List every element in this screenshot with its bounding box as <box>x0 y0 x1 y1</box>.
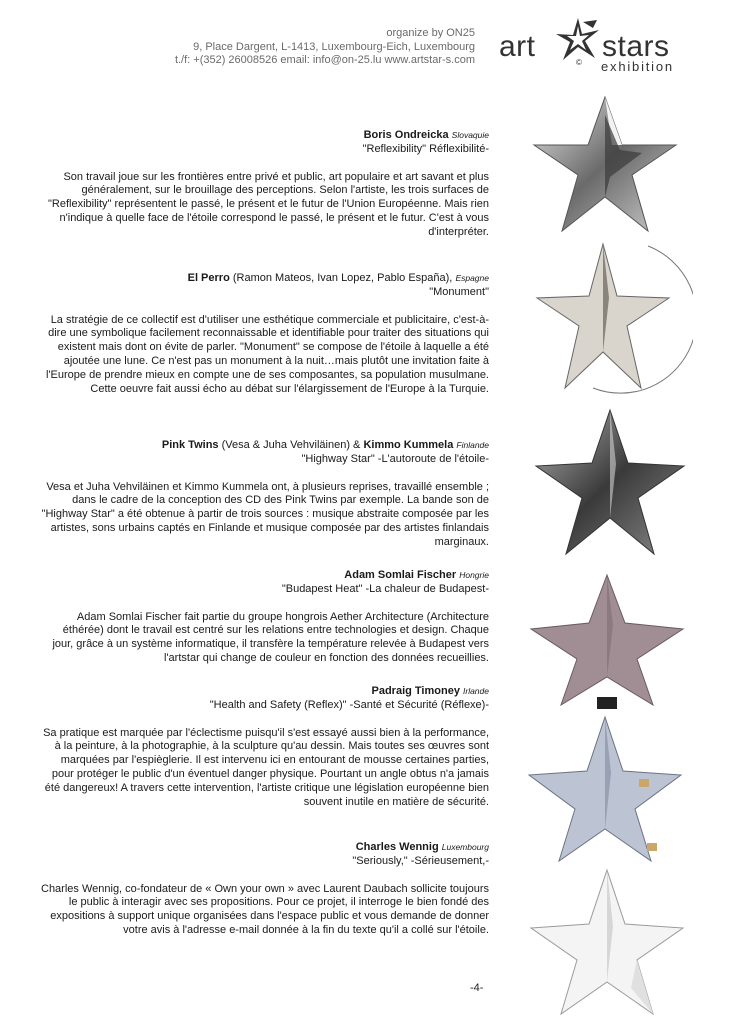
artist-entry <box>40 569 489 666</box>
artist-line <box>40 272 489 286</box>
artist-line <box>40 685 489 699</box>
artist-name: Pink Twins <box>161 439 219 451</box>
star-sculpture-reflexibility <box>530 95 680 235</box>
star-sculpture-highway-star <box>532 408 687 558</box>
artist-country: Espagne <box>455 273 489 283</box>
artwork-description: Sa pratique est marquée par l'éclectisme puisqu'il s'est essayé aussi bien à la performance, à la peinture, à la photographie, à la sculpture qu'au dessin. Mais toutes ses œuvres sont marquées par l'espièglerie. Il est intervenu ici en entourant de mousse certaines parties, pour protéger le public d'un éventuel danger physique. Pourtant un angle obtus n'a jamais été dangereux! A travers cette intervention, l'artiste critique une législation européenne bien souvent inutile en matière de sécurité. <box>43 726 489 808</box>
artist-line <box>40 129 489 143</box>
artist-entry <box>40 841 489 938</box>
artist-country: Slovaquie <box>451 130 489 140</box>
artist-country: Hongrie <box>459 570 489 580</box>
artwork-title: "Seriously," -Sérieusement,- <box>352 854 489 867</box>
logo-art-text: art <box>499 30 536 63</box>
star-sculpture-budapest-heat <box>527 573 687 713</box>
artist-name: Padraig Timoney <box>371 685 460 697</box>
artist-entry <box>40 129 489 240</box>
star-sculpture-seriously <box>527 868 687 1018</box>
artist-extra: (Vesa & Juha Vehviläinen) & <box>218 439 364 451</box>
artwork-title: "Monument" <box>429 285 489 298</box>
artwork-description: Charles Wennig, co-fondateur de « Own your own » avec Laurent Daubach sollicite toujours le public à interagir avec ses propositions. Pour ce projet, il interroge le bien fondé des expositions à support unique organisées dans l'espace public et vous demande de donner votre avis à l'adresse e-mail donnée à la fin du texte qu'il a collé sur l'étoile. <box>41 882 489 936</box>
star-sculpture-monument <box>533 238 693 398</box>
artist-line <box>40 841 489 855</box>
artist-extra: (Ramon Mateos, Ivan Lopez, Pablo España), <box>229 272 453 284</box>
artist-name: Boris Ondreicka <box>363 129 449 141</box>
logo-stars-text: stars <box>602 30 670 63</box>
artwork-description: La stratégie de ce collectif est d'utiliser une esthétique commerciale et publicitaire, c'est-à-dire une symbolique facilement reconnaissable et identifiable pour traiter des situations qui existent mais dont on évite de parler. "Monument" se compose de l'étoile à laquelle a été ajoutée une lune. Ce n'est pas un monument à la nuit…mais plutôt une invitation faite à l'Europe de prendre mieux en compte une de ses composantes, sa population musulmane. Cette oeuvre fait aussi écho au débat sur l'élargissement de l'Europe à la Turquie. <box>46 313 489 395</box>
artist-entry <box>40 272 489 396</box>
artist-name: Charles Wennig <box>355 841 439 853</box>
artwork-description: Vesa et Juha Vehviläinen et Kimmo Kummela ont, à plusieurs reprises, travaillé ensemble ; dans le cadre de la conception des CD des Pink Twins par exemple. La bande son de "Highway Star" a été obtenue à partir de trois sources : musique abstraite composée par les artistes, sons urbains captés en Finlande et musique composée par des artistes finlandais marginaux. <box>41 480 489 548</box>
logo-star-mark-icon <box>553 16 603 64</box>
artwork-title: "Highway Star" -L'autoroute de l'étoile- <box>301 452 489 465</box>
address-line: 9, Place Dargent, L-1413, Luxembourg-Eich, Luxembourg <box>193 40 475 53</box>
artwork-title: "Health and Safety (Reflex)" -Santé et Sécurité (Réflexe)- <box>209 698 489 711</box>
artist-entry <box>40 439 489 550</box>
organizer-info <box>100 27 475 68</box>
artist-line <box>40 439 489 453</box>
artwork-description: Adam Somlai Fischer fait partie du groupe hongrois Aether Architecture (Architecture éthérée) dont le travail est centré sur les relations entre technologies et design. Chaque jour, grâce à un système informatique, il transfère la température relevée à Budapest vers l'artstar qui change de couleur en fonction des données recueillies. <box>52 610 489 664</box>
artist-country: Irlande <box>463 686 489 696</box>
artist-country: Finlande <box>456 440 489 450</box>
organizer-line: organize by ON25 <box>386 27 475 39</box>
artist-name-2: Kimmo Kummela <box>363 439 454 451</box>
logo-exhibition-text: exhibition <box>601 59 674 74</box>
artist-line <box>40 569 489 583</box>
artist-name: Adam Somlai Fischer <box>344 569 457 581</box>
artstars-logo <box>497 12 697 74</box>
artwork-title: "Reflexibility" Réflexibilité- <box>362 142 489 155</box>
page-number: -4- <box>470 982 484 994</box>
logo-copyright: © <box>576 58 582 67</box>
contact-line: t./f: +(352) 26008526 email: info@on-25.lu www.artstar-s.com <box>174 54 475 66</box>
artist-country: Luxembourg <box>441 842 489 852</box>
artist-entry <box>40 685 489 809</box>
artwork-description: Son travail joue sur les frontières entre privé et public, art populaire et art savant et plus généralement, sur le brouillage des perceptions. Selon l'artiste, les trois surfaces de "Reflexibility" représentent le passé, le présent et le futur de l'Union Européenne. Mais rien n'indique à quelle face de l'étoile correspond le passé, le présent et le futur. C'est à vous d'interpréter. <box>48 170 489 238</box>
artwork-title: "Budapest Heat" -La chaleur de Budapest- <box>281 582 489 595</box>
artist-name: El Perro <box>187 272 230 284</box>
star-sculpture-health-and-safety <box>527 715 687 865</box>
